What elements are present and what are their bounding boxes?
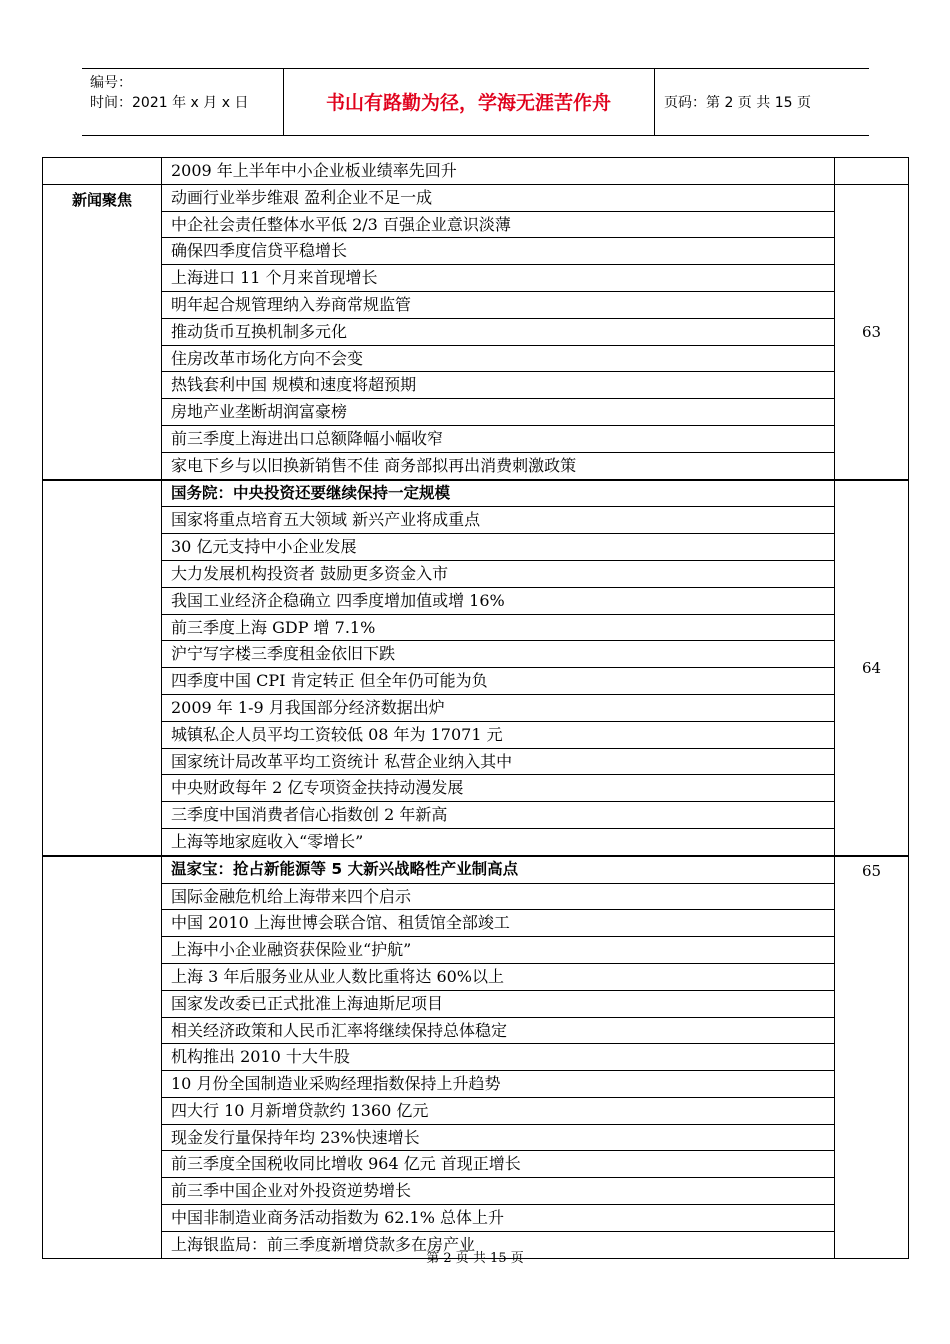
section-label-cell bbox=[43, 856, 162, 1258]
section-titles-cell bbox=[162, 184, 835, 479]
article-title: 上海银监局：前三季度新增贷款多在房产业 bbox=[171, 1234, 476, 1254]
article-title: 中国 2010 上海世博会联合馆、租赁馆全部竣工 bbox=[162, 910, 834, 937]
page-footer: 第 2 页 共 15 页 bbox=[426, 1251, 524, 1266]
section-titles-cell bbox=[162, 158, 835, 185]
article-title: 上海 3 年后服务业从业人数比重将达 60%以上 bbox=[162, 964, 834, 991]
article-title: 上海进口 11 个月来首现增长 bbox=[162, 265, 834, 292]
section-row bbox=[43, 158, 909, 185]
section-label bbox=[43, 481, 161, 485]
article-title: 沪宁写字楼三季度租金依旧下跌 bbox=[162, 641, 834, 668]
article-title: 国家将重点培育五大领域 新兴产业将成重点 bbox=[162, 507, 834, 534]
page-number: 64 bbox=[861, 658, 882, 677]
article-title: 10 月份全国制造业采购经理指数保持上升趋势 bbox=[162, 1071, 834, 1098]
header-page-info: 页码：第 2 页 共 15 页 bbox=[664, 95, 811, 111]
article-title: 热钱套利中国 规模和速度将超预期 bbox=[162, 372, 834, 399]
document-code-label: 编号： bbox=[90, 75, 132, 91]
section-label bbox=[43, 158, 161, 162]
section-label-cell bbox=[43, 184, 162, 479]
document-date: 时间：2021 年 x 月 x 日 bbox=[90, 95, 249, 111]
header-bottom-rule bbox=[82, 135, 869, 136]
header-divider bbox=[654, 68, 655, 136]
article-title: 上海等地家庭收入“零增长” bbox=[171, 831, 364, 851]
article-title: 30 亿元支持中小企业发展 bbox=[162, 534, 834, 561]
article-title: 中央财政每年 2 亿专项资金扶持动漫发展 bbox=[162, 775, 834, 802]
article-title: 2009 年上半年中小企业板业绩率先回升 bbox=[171, 161, 457, 180]
section-headline: 温家宝：抢占新能源等 5 大新兴战略性产业制高点 bbox=[162, 857, 834, 884]
page-number: 65 bbox=[861, 861, 882, 880]
section-label-cell bbox=[43, 158, 162, 185]
article-title: 三季度中国消费者信心指数创 2 年新高 bbox=[162, 802, 834, 829]
header-motto: 书山有路勤为径，学海无涯苦作舟 bbox=[325, 92, 611, 114]
article-title: 2009 年 1-9 月我国部分经济数据出炉 bbox=[162, 695, 834, 722]
article-title: 城镇私企人员平均工资较低 08 年为 17071 元 bbox=[162, 722, 834, 749]
article-title: 前三季度上海进出口总额降幅小幅收窄 bbox=[162, 426, 834, 453]
article-title: 相关经济政策和人民币汇率将继续保持总体稳定 bbox=[162, 1018, 834, 1045]
section-label bbox=[43, 857, 161, 861]
article-title: 前三季中国企业对外投资逆势增长 bbox=[162, 1178, 834, 1205]
page-number-cell bbox=[835, 184, 909, 479]
header-top-rule bbox=[82, 68, 869, 69]
article-title: 中国非制造业商务活动指数为 62.1% 总体上升 bbox=[162, 1205, 834, 1232]
contents-table bbox=[42, 157, 909, 1259]
page-number: 63 bbox=[861, 322, 882, 341]
article-title: 我国工业经济企稳确立 四季度增加值或增 16% bbox=[162, 588, 834, 615]
section-label-cell bbox=[43, 480, 162, 856]
article-title: 国家发改委已正式批准上海迪斯尼项目 bbox=[162, 991, 834, 1018]
section-row bbox=[43, 184, 909, 479]
article-title: 四季度中国 CPI 肯定转正 但全年仍可能为负 bbox=[162, 668, 834, 695]
article-title: 现金发行量保持年均 23%快速增长 bbox=[162, 1125, 834, 1152]
section-titles-cell bbox=[162, 480, 835, 856]
article-title: 大力发展机构投资者 鼓励更多资金入市 bbox=[162, 561, 834, 588]
article-title: 家电下乡与以旧换新销售不佳 商务部拟再出消费刺激政策 bbox=[171, 455, 577, 475]
article-title: 动画行业举步维艰 盈利企业不足一成 bbox=[162, 185, 834, 212]
article-title: 中企社会责任整体水平低 2/3 百强企业意识淡薄 bbox=[162, 212, 834, 239]
article-title: 前三季度上海 GDP 增 7.1% bbox=[162, 615, 834, 642]
article-title: 房地产业垄断胡润富豪榜 bbox=[162, 399, 834, 426]
page-number-cell bbox=[835, 480, 909, 856]
section-titles-cell bbox=[162, 856, 835, 1258]
page-number-cell bbox=[835, 158, 909, 185]
article-title: 上海中小企业融资获保险业“护航” bbox=[162, 937, 834, 964]
page-header bbox=[82, 68, 869, 136]
section-label: 新闻聚焦 bbox=[71, 190, 132, 209]
article-title: 推动货币互换机制多元化 bbox=[162, 319, 834, 346]
article-title: 机构推出 2010 十大牛股 bbox=[162, 1044, 834, 1071]
article-title: 确保四季度信贷平稳增长 bbox=[162, 238, 834, 265]
section-row bbox=[43, 480, 909, 856]
article-title: 国际金融危机给上海带来四个启示 bbox=[162, 884, 834, 911]
article-title: 国家统计局改革平均工资统计 私营企业纳入其中 bbox=[162, 749, 834, 776]
section-row bbox=[43, 856, 909, 1258]
page-number-cell bbox=[835, 856, 909, 1258]
section-headline: 国务院：中央投资还要继续保持一定规模 bbox=[162, 481, 834, 508]
article-title: 前三季度全国税收同比增收 964 亿元 首现正增长 bbox=[162, 1151, 834, 1178]
article-title: 四大行 10 月新增贷款约 1360 亿元 bbox=[162, 1098, 834, 1125]
article-title: 住房改革市场化方向不会变 bbox=[162, 346, 834, 373]
article-title: 明年起合规管理纳入券商常规监管 bbox=[162, 292, 834, 319]
